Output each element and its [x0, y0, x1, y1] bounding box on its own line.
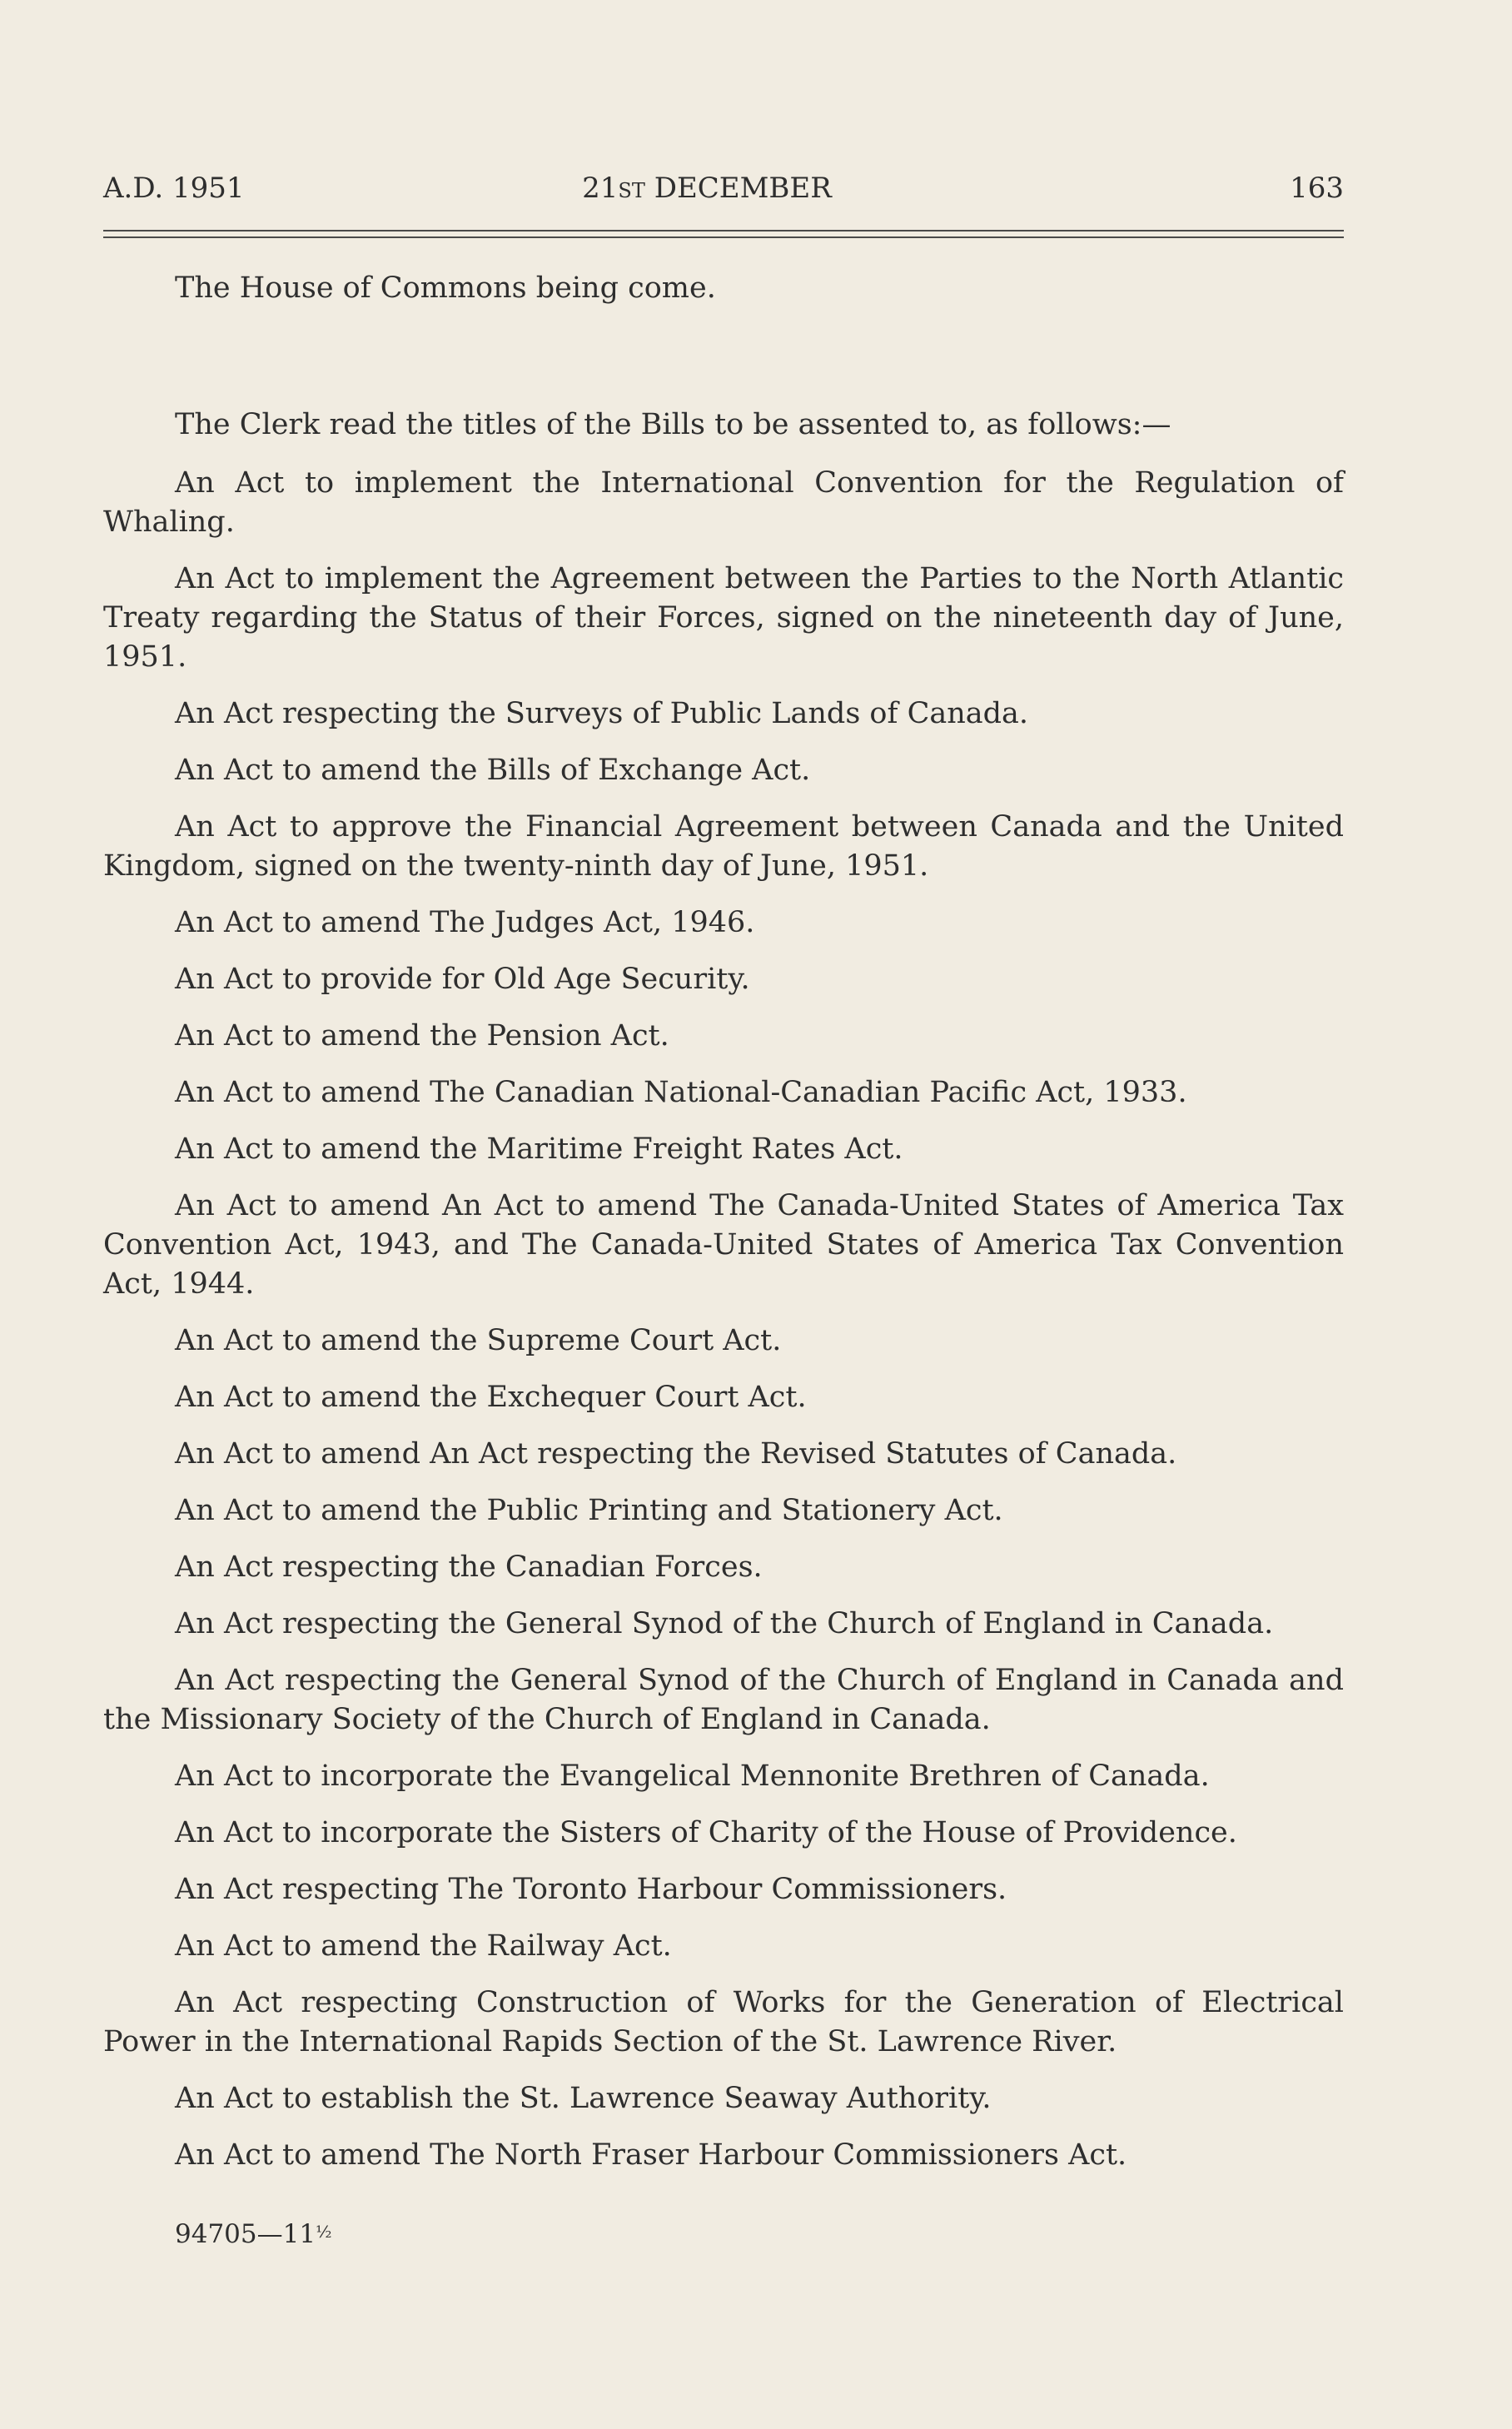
- header-rule-top: [103, 230, 1344, 231]
- date-month: DECEMBER: [654, 172, 832, 205]
- signature-number: 94705—11: [175, 2219, 316, 2249]
- page-number: 163: [1290, 172, 1344, 205]
- act-title: An Act to amend the Public Printing and Stationery Act.: [175, 1494, 1003, 1527]
- header-rule-bottom: [103, 236, 1344, 238]
- intro-clerk: The Clerk read the titles of the Bills to be assented to, as follows:—: [175, 408, 1171, 441]
- page-body: [103, 269, 1344, 2193]
- running-head: [103, 169, 1344, 207]
- act-title: An Act to establish the St. Lawrence Seaway Authority.: [175, 2082, 992, 2115]
- date-label: [103, 169, 1344, 210]
- act-title: An Act to amend the Pension Act.: [175, 1019, 669, 1053]
- act-title: An Act to amend An Act respecting the Revised Statutes of Canada.: [175, 1437, 1177, 1471]
- act-title: An Act to amend the Supreme Court Act.: [175, 1324, 782, 1357]
- act-title: An Act to amend The North Fraser Harbour Commissioners Act.: [175, 2138, 1127, 2172]
- act-title: An Act respecting the Surveys of Public Lands of Canada.: [175, 697, 1029, 730]
- act-title: An Act to implement the Agreement between the Parties to the North Atlantic Treaty regarding the Status of their Forces, signed on the nineteenth day of June, 1951.: [103, 562, 1344, 674]
- year-label: A.D. 1951: [103, 172, 245, 205]
- act-title: An Act respecting the General Synod of the Church of England in Canada.: [175, 1607, 1274, 1640]
- signature-fraction: ½: [316, 2222, 332, 2242]
- act-title: An Act to amend the Bills of Exchange Act.: [175, 754, 811, 787]
- act-title: An Act to amend The Judges Act, 1946.: [175, 906, 755, 939]
- act-title: An Act to incorporate the Sisters of Charity of the House of Providence.: [175, 1816, 1237, 1849]
- act-title: An Act respecting the General Synod of the Church of England in Canada and the Missionary Society of the Church of England in Canada.: [103, 1664, 1344, 1736]
- act-title: An Act to amend the Railway Act.: [175, 1929, 672, 1963]
- date-day: 21: [582, 172, 619, 205]
- act-title: An Act to approve the Financial Agreement between Canada and the United Kingdom, signed on the twenty-ninth day of June, 1951.: [103, 810, 1344, 883]
- act-title: An Act to amend The Canadian National-Canadian Pacific Act, 1933.: [175, 1076, 1187, 1109]
- act-title: An Act to implement the International Convention for the Regulation of Whaling.: [103, 466, 1344, 539]
- date-day-suffix: ST: [618, 179, 645, 202]
- act-title: An Act to incorporate the Evangelical Mennonite Brethren of Canada.: [175, 1760, 1210, 1793]
- act-title: An Act respecting Construction of Works for the Generation of Electrical Power in the International Rapids Section of the St. Lawrence River.: [103, 1986, 1344, 2058]
- act-title: An Act to amend An Act to amend The Canada-United States of America Tax Convention Act, 1943, and The Canada-United States of America Tax Convention Act, 1944.: [103, 1189, 1344, 1301]
- act-title: An Act respecting the Canadian Forces.: [175, 1550, 763, 1584]
- act-title: An Act to provide for Old Age Security.: [175, 963, 750, 996]
- act-title: An Act respecting The Toronto Harbour Commissioners.: [175, 1873, 1007, 1906]
- act-title: An Act to amend the Exchequer Court Act.: [175, 1381, 807, 1414]
- intro-commons: The House of Commons being come.: [175, 271, 716, 305]
- act-title: An Act to amend the Maritime Freight Rates Act.: [175, 1132, 903, 1166]
- printer-signature: [175, 2216, 331, 2252]
